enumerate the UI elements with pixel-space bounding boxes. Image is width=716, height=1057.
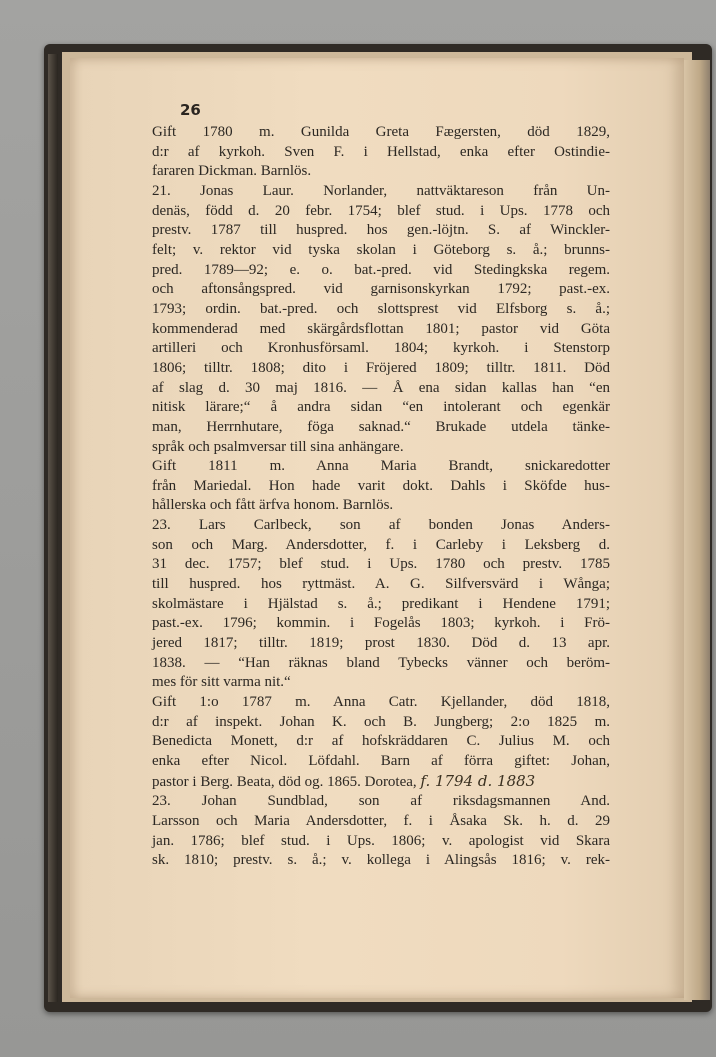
text-line-content: pastor i Berg. Beata, död og. 1865. Dorotea,	[152, 773, 417, 790]
text-line: Larsson och Maria Andersdotter, f. i Åsaka Sk. h. d. 29	[152, 812, 610, 829]
paragraph-fagersten-marriage	[152, 123, 610, 182]
text-line: skolmästare i Hjälstad s. å.; predikant i Hendene 1791;	[152, 595, 610, 612]
text-line: son och Marg. Andersdotter, f. i Carleby i Leksberg d.	[152, 536, 610, 553]
text-line: fararen Dickman. Barnlös.	[152, 163, 312, 180]
text-line: jan. 1786; blef stud. i Ups. 1806; v. apologist vid Skara	[152, 832, 610, 849]
text-line: hållerska och fått ärfva honom. Barnlös.	[152, 497, 394, 514]
text-line: mes för sitt varma nit.“	[152, 674, 291, 691]
text-line	[152, 772, 610, 793]
text-line: man, Herrnhutare, föga saknad.“ Brukade utdela tänke-	[152, 418, 610, 435]
text-line: Gift 1780 m. Gunilda Greta Fægersten, död 1829,	[152, 124, 610, 140]
paragraph-brandt-marriage	[152, 457, 610, 516]
text-line: kommenderad med skärgårdsflottan 1801; pastor vid Göta	[152, 320, 610, 337]
text-line: språk och psalmversar till sina anhängare.	[152, 438, 404, 455]
text-line: till huspred. hos ryttmäst. A. G. Silfversvärd i Wånga;	[152, 576, 610, 593]
paragraph-sundblad	[152, 792, 610, 871]
text-line: 1806; tilltr. 1808; dito i Fröjered 1809; tilltr. 1811. Död	[152, 359, 610, 376]
text-line: 21. Jonas Laur. Norlander, nattväktareson från Un-	[152, 182, 610, 199]
text-line: artilleri och Kronhusförsaml. 1804; kyrkoh. i Stenstorp	[152, 340, 610, 357]
page-text	[152, 123, 610, 871]
text-line: pred. 1789—92; e. o. bat.-pred. vid Stedingkska regem.	[152, 261, 610, 278]
text-line: nitisk lärare;“ å andra sidan “en intolerant och egenkär	[152, 399, 610, 416]
paragraph-carlbeck	[152, 516, 610, 693]
text-line: past.-ex. 1796; kommin. i Fogelås 1803; kyrkoh. i Frö-	[152, 615, 610, 632]
text-line: Gift 1811 m. Anna Maria Brandt, snickaredotter	[152, 458, 610, 475]
text-line: af slag d. 30 maj 1816. — Å ena sidan kallas han “en	[152, 379, 610, 396]
paragraph-norlander	[152, 182, 610, 457]
text-line: och aftonsångspred. vid garnisonskyrkan 1792; past.-ex.	[152, 281, 610, 298]
text-line: 1793; ordin. bat.-pred. och slottsprest vid Elfsborg s. å.;	[152, 300, 610, 317]
text-line: enka efter Nicol. Löfdahl. Barn af förra giftet: Johan,	[152, 753, 610, 769]
page-block-edge	[684, 60, 710, 1000]
text-line: sk. 1810; prestv. s. å.; v. kollega i Alingsås 1816; v. rek-	[152, 852, 610, 869]
text-line: 1838. — “Han räknas bland Tybecks vänner och beröm-	[152, 654, 610, 671]
paragraph-kjellander-marriage	[152, 693, 610, 792]
handwritten-note: f. 1794 d. 1883	[420, 771, 536, 790]
text-line: 31 dec. 1757; blef stud. i Ups. 1780 och prestv. 1785	[152, 556, 610, 573]
text-line: d:r af inspekt. Johan K. och B. Jungberg; 2:o 1825 m.	[152, 713, 610, 730]
text-line: jered 1817; tilltr. 1819; prost 1830. Död d. 13 apr.	[152, 635, 610, 652]
text-line: d:r af kyrkoh. Sven F. i Hellstad, enka efter Ostindie-	[152, 143, 610, 160]
page-number: 26	[180, 101, 201, 119]
text-line: 23. Johan Sundblad, son af riksdagsmannen And.	[152, 793, 610, 810]
text-line: Gift 1:o 1787 m. Anna Catr. Kjellander, död 1818,	[152, 694, 610, 711]
text-line: prestv. 1787 till huspred. hos gen.-löjtn. S. af Winckler-	[152, 222, 610, 239]
text-line: från Mariedal. Hon hade varit dokt. Dahls i Sköfde hus-	[152, 477, 610, 494]
text-line: felt; v. rektor vid tyska skolan i Göteborg s. å.; brunns-	[152, 241, 610, 258]
text-line: Benedicta Monett, d:r af hofskräddaren C. Julius M. och	[152, 733, 610, 750]
text-line: denäs, född d. 20 febr. 1754; blef stud. i Ups. 1778 och	[152, 202, 610, 219]
text-line: 23. Lars Carlbeck, son af bonden Jonas Anders-	[152, 517, 610, 534]
